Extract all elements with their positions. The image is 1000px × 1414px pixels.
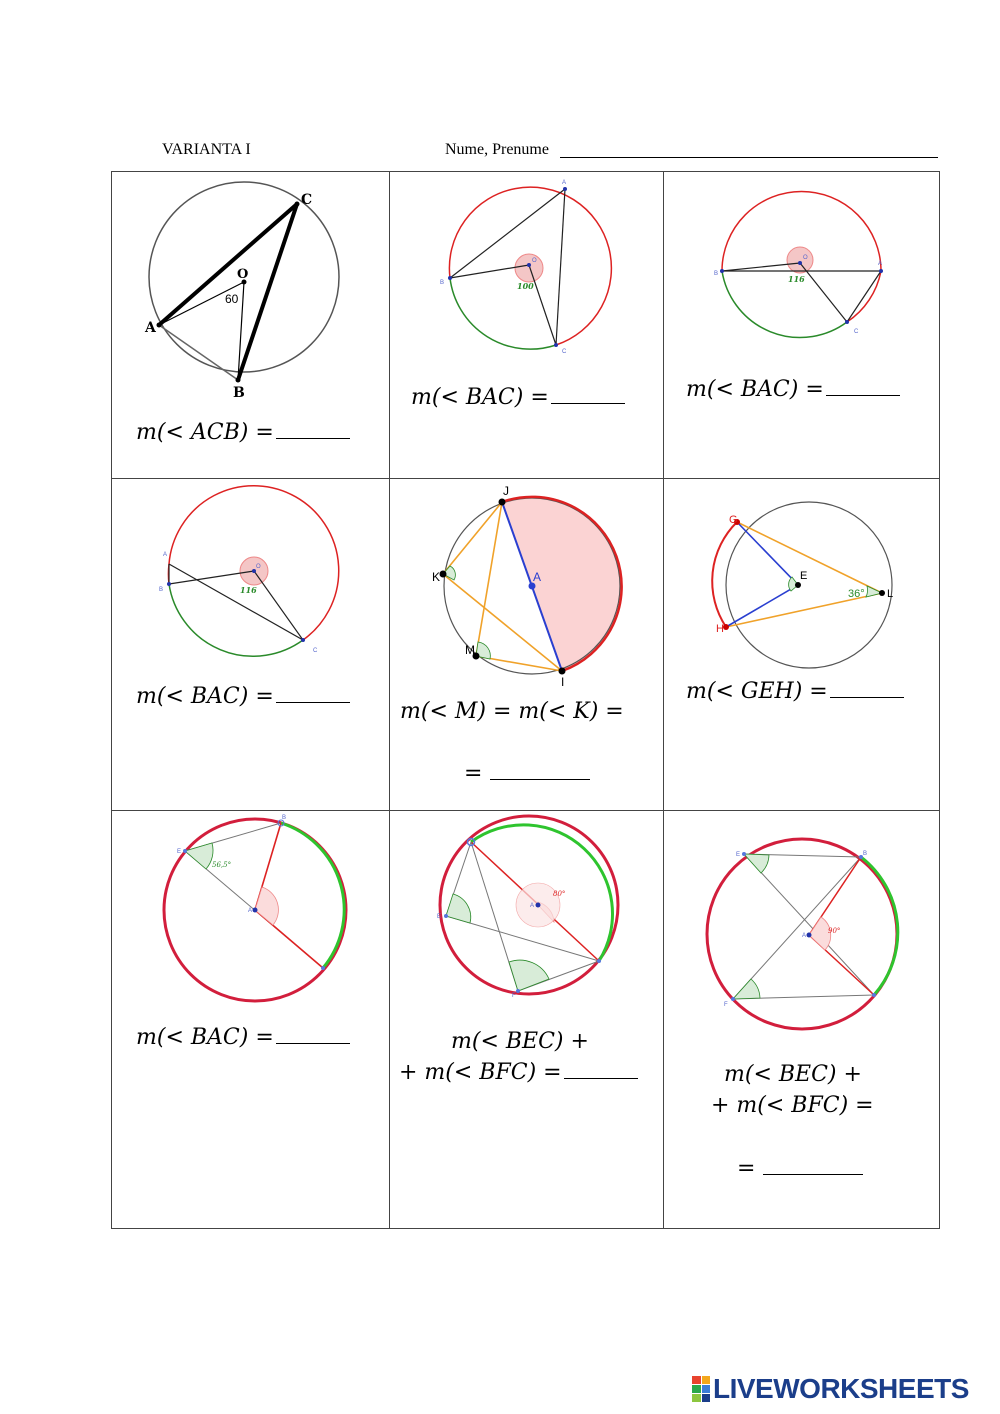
formula-text: m(< BEC) + [451,1029,589,1054]
point-label: M [465,643,475,657]
point-label: G [729,514,738,526]
point-label: A [533,570,542,584]
logo-text: LIVEWORKSHEETS [713,1373,969,1404]
angle-label: 56,5° [212,861,232,869]
point-label: E [736,852,741,858]
point-label: A [248,908,253,914]
liveworksheets-logo [692,1374,969,1404]
point-label: I [561,675,565,689]
point-label: A [802,933,807,939]
answer-blank[interactable] [276,684,350,703]
formula-text: m(< BAC) = [686,377,900,402]
angle-label: 80° [553,890,566,898]
circle-diagram-8 [390,811,663,1228]
header-name-label: Nume, Prenume [445,141,549,158]
circle-diagram-6 [664,479,939,810]
exercise-cell-5 [390,479,663,810]
answer-blank[interactable] [490,761,590,780]
formula-text: m(< GEH) = [686,679,904,704]
point-label: B [440,280,445,286]
point-label: L [887,588,894,600]
angle-label: 90° [828,927,841,935]
answer-blank[interactable] [276,1025,350,1044]
answer-blank[interactable] [763,1156,863,1175]
exercise-cell-8 [390,811,663,1228]
exercise-grid [111,171,940,1229]
answer-blank[interactable] [826,377,900,396]
point-label: C [301,192,313,208]
name-input-line[interactable] [560,157,938,158]
point-label: A [530,903,535,909]
point-label: O [256,564,261,570]
point-label: B [714,271,719,277]
point-label: A [878,261,883,267]
answer-blank[interactable] [564,1060,638,1079]
exercise-cell-4 [112,479,389,810]
formula-text: m(< BAC) = [136,1025,350,1050]
exercise-cell-6 [664,479,939,810]
point-label: C [854,329,859,335]
formula-text: = [464,761,590,786]
answer-blank[interactable] [276,420,350,439]
point-label: B [159,587,164,593]
logo-mark-icon [692,1376,710,1402]
answer-blank[interactable] [551,385,625,404]
point-label: B [233,385,245,401]
formula-text: = [737,1156,863,1181]
formula-text: + m(< BFC) = [399,1060,638,1085]
exercise-cell-2 [390,172,663,478]
point-label: A [163,552,168,558]
point-label: F [512,993,516,999]
circle-diagram-2 [390,172,663,478]
exercise-cell-3 [664,172,939,478]
angle-label: 60 [225,292,239,306]
formula-text: m(< M) = m(< K) = [400,699,624,724]
circle-diagram-3 [664,172,939,478]
point-label: C [313,648,318,654]
circle-diagram-7 [112,811,389,1228]
angle-label: 116 [788,274,805,284]
point-label: O [532,258,537,264]
header-variant: VARIANTA I [162,141,251,158]
angle-label: 36° [848,588,865,600]
point-label: B [863,851,868,857]
point-label: E [437,914,442,920]
formula-text: m(< BAC) = [136,684,350,709]
point-label: F [724,1002,728,1008]
formula-text: m(< BAC) = [411,385,625,410]
point-label: J [503,484,509,498]
exercise-cell-7 [112,811,389,1228]
answer-blank[interactable] [830,679,904,698]
formula-text: + m(< BFC) = [711,1093,874,1118]
point-label: A [145,320,156,336]
point-label: O [803,255,808,261]
point-label: A [562,180,567,186]
exercise-cell-9 [664,811,939,1228]
formula-text: m(< ACB) = [136,420,350,445]
point-label: H [716,623,724,635]
point-label: K [432,570,441,584]
exercise-cell-1 [112,172,389,478]
point-label: E [177,849,182,855]
angle-label: 116 [240,585,257,595]
point-label: O [237,267,249,282]
formula-text: m(< BEC) + [724,1062,862,1087]
point-label: B [282,815,287,821]
angle-label: 100 [517,281,534,291]
point-label: E [800,570,808,582]
circle-diagram-4 [112,479,389,810]
point-label: C [562,349,567,355]
